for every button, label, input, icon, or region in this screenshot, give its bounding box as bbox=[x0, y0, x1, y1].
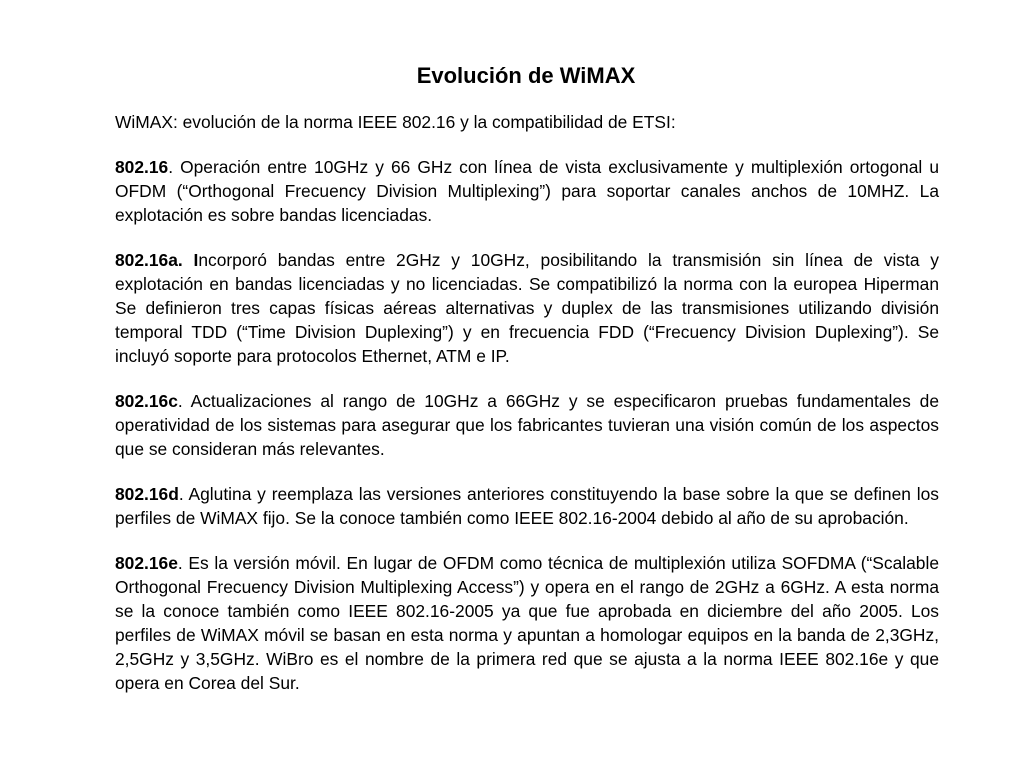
paragraph-label: 802.16 bbox=[115, 157, 169, 177]
paragraph-text: . Operación entre 10GHz y 66 GHz con línea de vista exclusivamente y multiplexión ortogonal u OFDM (“Orthogonal Frecuency Division Multiplexing”) para soportar canales anchos de 10MHZ. La explotación es sobre bandas licenciadas. bbox=[115, 157, 939, 225]
page-title: Evolución de WiMAX bbox=[416, 63, 636, 88]
paragraph-text: ncorporó bandas entre 2GHz y 10GHz, posibilitando la transmisión sin línea de vista y explotación en bandas licenciadas y no licenciadas. Se compatibilizó la norma con la europea Hiperman Se definieron tres capas físicas aéreas alternativas y duplex de las transmisiones utilizando división temporal TDD (“Time Division Duplexing”) y en frecuencia FDD (“Frecuency Division Duplexing”). Se incluyó soporte para protocolos Ethernet, ATM e IP. bbox=[115, 250, 939, 366]
paragraph-802-16c bbox=[115, 389, 939, 461]
paragraph-text: . Aglutina y reemplaza las versiones anteriores constituyendo la base sobre la que se definen los perfiles de WiMAX fijo. Se la conoce también como IEEE 802.16-2004 debido al año de su aprobación. bbox=[115, 484, 939, 528]
paragraph-802-16a bbox=[115, 248, 939, 368]
paragraph-802-16e bbox=[115, 551, 939, 695]
paragraph-label: 802.16a. I bbox=[115, 250, 199, 270]
paragraph-label: 802.16c bbox=[115, 391, 178, 411]
paragraph-text: . Actualizaciones al rango de 10GHz a 66GHz y se especificaron pruebas fundamentales de operatividad de los sistemas para asegurar que los fabricantes tuvieran una visión común de los aspectos que se consideran más relevantes. bbox=[115, 391, 939, 459]
paragraph-802-16 bbox=[115, 155, 939, 227]
slide-body bbox=[115, 110, 939, 716]
paragraph-802-16d bbox=[115, 482, 939, 530]
paragraph-label: 802.16d bbox=[115, 484, 179, 504]
intro-text: WiMAX: evolución de la norma IEEE 802.16 y la compatibilidad de ETSI: bbox=[115, 112, 676, 132]
paragraph-text: . Es la versión móvil. En lugar de OFDM como técnica de multiplexión utiliza SOFDMA (“Scalable Orthogonal Frecuency Division Multiplexing Access”) y opera en el rango de 2GHz a 6GHz. A esta norma se la conoce también como IEEE 802.16-2005 ya que fue aprobada en diciembre del año 2005. Los perfiles de WiMAX móvil se basan en esta norma y apuntan a homologar equipos en la banda de 2,3GHz, 2,5GHz y 3,5GHz. WiBro es el nombre de la primera red que se ajusta a la norma IEEE 802.16e y que opera en Corea del Sur. bbox=[115, 553, 939, 693]
paragraph-label: 802.16e bbox=[115, 553, 178, 573]
